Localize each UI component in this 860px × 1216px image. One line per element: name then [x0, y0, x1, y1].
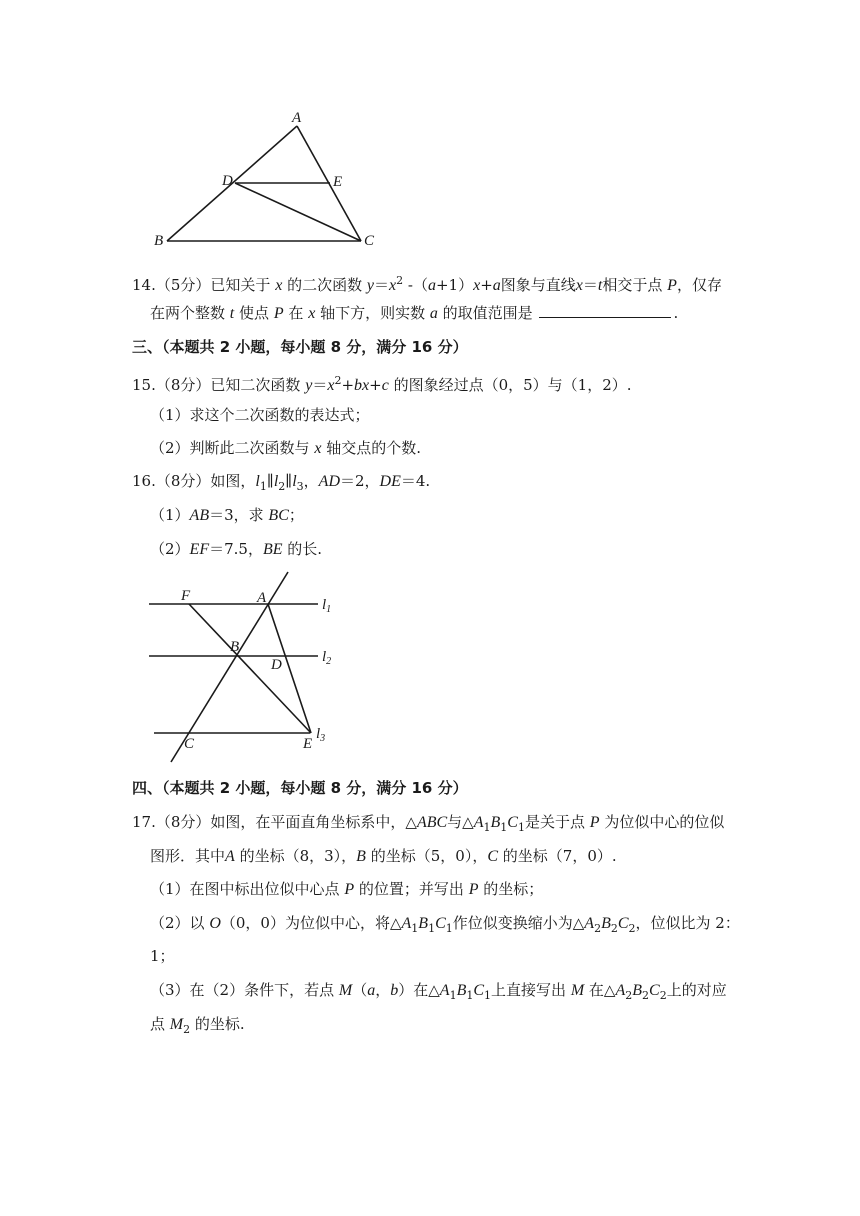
subscript: 2 [183, 1023, 191, 1036]
q15-text: 已知二次函数 [210, 376, 301, 394]
var-c: C [487, 848, 498, 865]
q17-sub-3 [150, 980, 727, 1006]
q17-text: 如图，在平面直角坐标系中，△ [210, 813, 417, 831]
subscript: 1 [259, 480, 267, 493]
var-m: M [570, 982, 585, 999]
q17-text: 是关于点 [524, 813, 585, 831]
segment-dc [235, 183, 361, 241]
q14-text: 在两个整数 [150, 304, 226, 322]
var-y: y [305, 377, 313, 394]
subscript: 1 [466, 989, 474, 1002]
q17-text: 的坐标（8，3）， [239, 847, 357, 865]
q17-text: 的坐标（5，0）， [370, 847, 488, 865]
q16-text: ＝3，求 [209, 506, 264, 524]
q17-line-1 [132, 812, 724, 838]
var-c: C [435, 915, 446, 932]
q17-text: ， [375, 981, 391, 999]
label-c: C [364, 233, 375, 249]
q16-score: （8分） [155, 472, 211, 490]
var-x: x [473, 277, 481, 294]
q17-text: （3）在（2）条件下，若点 [150, 981, 335, 999]
var-x: x [389, 277, 397, 294]
q16-text: ； [288, 506, 304, 524]
q17-text: （ [352, 981, 368, 999]
equals: ＝ [312, 376, 328, 394]
subscript: 3 [296, 480, 304, 493]
q17-sub-2 [150, 913, 740, 939]
label-b: B [230, 639, 240, 655]
subscript: 2 [625, 989, 633, 1002]
plus: + [480, 276, 493, 294]
q14-text: 的二次函数 [287, 276, 363, 294]
label-f: F [181, 588, 191, 604]
subscript: 1 [411, 922, 419, 935]
subscript: 1 [449, 989, 457, 1002]
var-x: x [362, 377, 370, 394]
var-b: B [456, 982, 467, 999]
var-y: y [366, 277, 374, 294]
var-x: x [275, 277, 283, 294]
q17-text: ，位似比为 2： [635, 914, 740, 932]
q16-text: （1） [150, 506, 190, 524]
var-c: C [507, 814, 518, 831]
q17-text: 点 [150, 1015, 166, 1033]
label-l3: $l_3$ [316, 726, 326, 744]
q17-text: 图形．其中 [150, 847, 226, 865]
subscript: 2 [659, 989, 667, 1002]
var-c: C [473, 982, 485, 999]
label-c: C [184, 736, 195, 752]
subscript: 2 [642, 989, 650, 1002]
equals: ＝ [582, 276, 598, 294]
exponent: 2 [334, 374, 342, 387]
var-b: b [354, 377, 363, 394]
var-ef: EF [189, 541, 210, 558]
var-b: B [601, 915, 611, 932]
q15-text: 的图象经过点（0，5）与（1，2）. [393, 376, 632, 394]
q14-text: 轴下方，则实数 [320, 304, 426, 322]
q14-text: -（ [403, 276, 428, 294]
q17-text: （1）在图中标出位似中心点 [150, 880, 340, 898]
label-b: B [154, 233, 164, 249]
q17-text: 与△ [447, 813, 474, 831]
q17-score: （8分） [155, 813, 211, 831]
answer-blank[interactable] [539, 303, 671, 318]
var-a: a [367, 982, 376, 999]
q15-score: （8分） [155, 376, 211, 394]
var-m: M [169, 1016, 184, 1033]
q17-text: （0，0）为位似中心，将△ [220, 914, 402, 932]
q17-text: ）在△ [398, 981, 440, 999]
q14-text: 相交于点 [602, 276, 663, 294]
var-abc: ABC [416, 814, 448, 831]
q17-text: 上直接写出 [491, 981, 567, 999]
var-l: l [292, 473, 297, 490]
var-p: P [667, 277, 677, 294]
var-c: c [381, 377, 389, 394]
q17-sub-1 [150, 879, 543, 900]
plus: + [369, 376, 382, 394]
var-x: x [327, 377, 335, 394]
q15-line-1 [132, 371, 632, 396]
q17-text: （2）以 [150, 914, 205, 932]
q16-text: 如图， [210, 472, 256, 490]
q14-score: （5分） [155, 276, 211, 294]
q17-text: 在△ [588, 981, 616, 999]
q17-text: 作位似变换缩小为△ [452, 914, 585, 932]
triangle-figure [140, 100, 390, 260]
parallel-symbol: ∥ [285, 472, 293, 490]
var-a: A [584, 915, 595, 932]
var-a: A [439, 982, 450, 999]
var-t: t [597, 277, 603, 294]
q17-text: 的坐标； [483, 880, 544, 898]
section-heading-4: 四、（本题共 2 小题，每小题 8 分，满分 16 分） [132, 779, 468, 797]
q17-text: 的坐标. [194, 1015, 245, 1033]
var-p: P [273, 305, 284, 322]
var-a: A [401, 915, 412, 932]
var-x: x [314, 440, 322, 457]
plus: + [341, 376, 355, 394]
var-ab: AB [189, 507, 210, 524]
subscript: 2 [594, 922, 602, 935]
var-b: B [356, 848, 366, 865]
q16-text: 的长. [287, 540, 323, 558]
var-p: P [468, 881, 479, 898]
var-a: a [429, 305, 438, 322]
q16-sub-1 [150, 505, 304, 526]
exponent: 2 [396, 274, 404, 287]
q14-text: 图象与直线 [500, 276, 576, 294]
q15-text: （2）判断此二次函数与 [150, 439, 310, 457]
subscript: 1 [500, 821, 508, 834]
q16-text: ＝2， [340, 472, 380, 490]
var-a: A [473, 814, 484, 831]
q15-sub-1: （1）求这个二次函数的表达式； [150, 406, 370, 424]
q17-line-2 [150, 846, 617, 867]
q14-number: 14. [132, 276, 156, 294]
q17-text: 为位似中心的位似 [604, 813, 725, 831]
q14-text: +1） [435, 276, 474, 294]
subscript: 1 [483, 821, 491, 834]
parallel-lines-figure [140, 565, 360, 770]
var-b: B [490, 814, 501, 831]
var-x: x [308, 305, 316, 322]
var-p: P [589, 814, 600, 831]
var-x: x [575, 277, 583, 294]
var-ad: AD [318, 473, 340, 490]
subscript: 2 [278, 480, 286, 493]
label-a: A [292, 110, 302, 126]
var-be: BE [262, 541, 283, 558]
q16-text: ， [303, 472, 319, 490]
var-b: b [390, 982, 399, 999]
var-l: l [273, 473, 279, 490]
q17-sub-2-cont: 1； [150, 947, 175, 965]
q17-text: 的位置；并写出 [358, 880, 464, 898]
q14-text: 使点 [239, 304, 270, 322]
q16-line-1 [132, 471, 430, 497]
var-de: DE [379, 473, 401, 490]
label-l1: $l_1$ [322, 597, 332, 615]
q15-number: 15. [132, 376, 156, 394]
var-a: a [427, 277, 436, 294]
q14-text: 已知关于 [210, 276, 271, 294]
q16-number: 16. [132, 472, 156, 490]
label-a: A [257, 590, 267, 606]
var-c: C [617, 915, 629, 932]
q17-number: 17. [132, 813, 156, 831]
var-p: P [344, 881, 355, 898]
segment-fe [189, 604, 311, 733]
label-d: D [271, 657, 282, 673]
var-b: B [632, 982, 643, 999]
var-m: M [338, 982, 353, 999]
var-bc: BC [268, 507, 289, 524]
var-a: A [615, 982, 626, 999]
subscript: 2 [628, 922, 636, 935]
var-t: t [229, 305, 235, 322]
q14-text: 的取值范围是 [442, 304, 533, 322]
var-b: B [418, 915, 429, 932]
var-c: C [649, 982, 660, 999]
label-l2: $l_2$ [322, 649, 332, 667]
q16-sub-2 [150, 539, 322, 560]
q14-text: . [673, 304, 679, 322]
label-e: E [303, 736, 313, 752]
subscript: 1 [445, 922, 453, 935]
q17-text: 上的对应 [666, 981, 727, 999]
subscript: 2 [610, 922, 618, 935]
parallel-symbol: ∥ [266, 472, 274, 490]
subscript: 1 [428, 922, 436, 935]
q16-text: ＝7.5， [209, 540, 263, 558]
q16-text: （2） [150, 540, 190, 558]
q17-sub-3-cont [150, 1014, 245, 1040]
q14-text: 在 [288, 304, 304, 322]
equals: ＝ [374, 276, 390, 294]
var-a: A [225, 848, 235, 865]
var-l: l [255, 473, 260, 490]
var-a: a [492, 277, 501, 294]
var-o: O [209, 915, 221, 932]
q14-text: ，仅存 [676, 276, 722, 294]
label-e: E [333, 174, 343, 190]
q14-line-1 [132, 271, 722, 296]
section-heading-3: 三、（本题共 2 小题，每小题 8 分，满分 16 分） [132, 338, 468, 356]
q17-text: 的坐标（7，0）. [502, 847, 617, 865]
subscript: 1 [517, 821, 525, 834]
q16-text: ＝4. [400, 472, 431, 490]
subscript: 1 [484, 989, 492, 1002]
label-d: D [222, 173, 233, 189]
q14-line-2 [150, 303, 678, 324]
q15-text: 轴交点的个数. [326, 439, 421, 457]
q15-sub-2 [150, 438, 421, 459]
